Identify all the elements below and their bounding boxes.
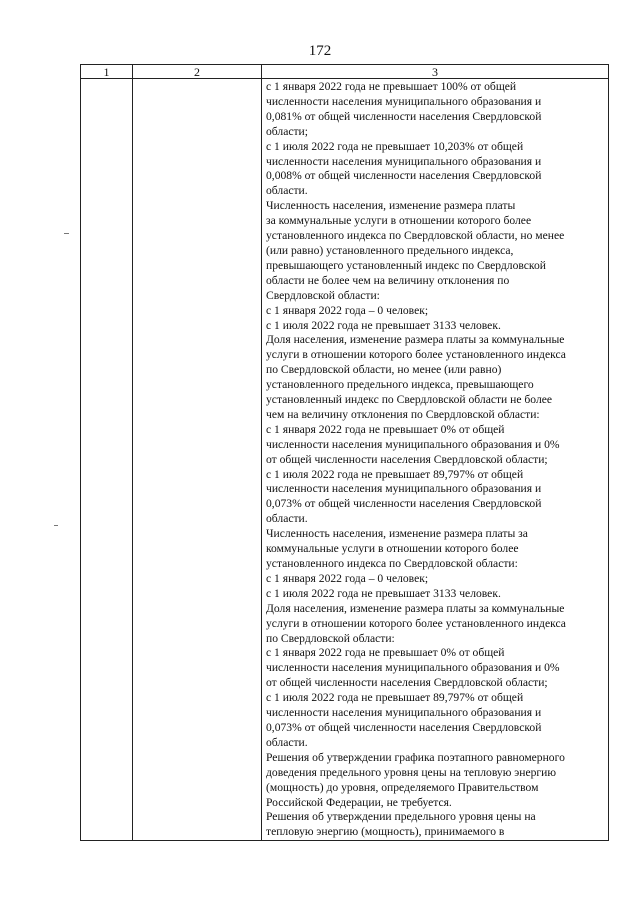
text-line: численности населения муниципального образования и bbox=[266, 94, 542, 108]
header-col-3: 3 bbox=[262, 65, 609, 79]
cell-col-2 bbox=[133, 79, 262, 841]
header-col-1: 1 bbox=[81, 65, 133, 79]
text-line: численности населения муниципального образования и bbox=[266, 154, 542, 168]
text-line: с 1 января 2022 года – 0 человек; bbox=[266, 303, 429, 317]
text-line: по Свердловской области, но менее (или равно) bbox=[266, 363, 502, 377]
text-line: численности населения муниципального образования и bbox=[266, 482, 542, 496]
text-line: установленного индекса по Свердловской области, но менее bbox=[266, 229, 565, 243]
text-line: области. bbox=[266, 512, 308, 526]
text-line: чем на величину отклонения по Свердловской области: bbox=[266, 407, 540, 421]
text-line: с 1 июля 2022 года не превышает 10,203% от общей bbox=[266, 139, 524, 153]
header-col-2: 2 bbox=[133, 65, 262, 79]
text-line: с 1 января 2022 года не превышает 0% от общей bbox=[266, 422, 505, 436]
cell-col-1 bbox=[81, 79, 133, 841]
cell-col-3 bbox=[262, 79, 609, 841]
text-line: (мощность) до уровня, определяемого Правительством bbox=[266, 780, 539, 794]
text-line: численности населения муниципального образования и 0% bbox=[266, 437, 560, 451]
header-row bbox=[81, 65, 609, 79]
document-table bbox=[80, 64, 609, 841]
text-line: превышающего установленный индекс по Свердловской bbox=[266, 258, 546, 272]
text-line: от общей численности населения Свердловской области; bbox=[266, 676, 548, 690]
text-line: с 1 января 2022 года не превышает 100% от общей bbox=[266, 80, 517, 93]
text-line: коммунальные услуги в отношении которого более bbox=[266, 542, 519, 556]
text-line: с 1 января 2022 года не превышает 0% от общей bbox=[266, 646, 505, 660]
text-line: по Свердловской области: bbox=[266, 631, 395, 645]
text-line: услуги в отношении которого более установленного индекса bbox=[266, 616, 566, 630]
text-line: от общей численности населения Свердловской области; bbox=[266, 452, 548, 466]
text-line: Решения об утверждении предельного уровня цены на bbox=[266, 810, 536, 824]
text-line: с 1 июля 2022 года не превышает 3133 человек. bbox=[266, 586, 501, 600]
text-line: 0,008% от общей численности населения Свердловской bbox=[266, 169, 542, 183]
text-line: Свердловской области: bbox=[266, 288, 380, 302]
text-line: установленного индекса по Свердловской области: bbox=[266, 557, 518, 570]
text-line: Численность населения, изменение размера платы за bbox=[266, 527, 528, 541]
text-line: установленного предельного индекса, превышающего bbox=[266, 378, 534, 392]
text-line: доведения предельного уровня цены на тепловую энергию bbox=[266, 765, 557, 779]
text-line: услуги в отношении которого более установленного индекса bbox=[266, 348, 566, 362]
text-line: тепловую энергию (мощность), принимаемого в bbox=[266, 825, 505, 839]
text-line: 0,073% от общей численности населения Свердловской bbox=[266, 497, 542, 511]
text-line: области не более чем на величину отклонения по bbox=[266, 273, 510, 287]
text-line: численности населения муниципального образования и bbox=[266, 706, 542, 720]
text-line: с 1 июля 2022 года не превышает 89,797% от общей bbox=[266, 691, 524, 705]
text-line: за коммунальные услуги в отношении которого более bbox=[266, 214, 532, 228]
text-line: Доля населения, изменение размера платы за коммунальные bbox=[266, 601, 565, 615]
text-line: области; bbox=[266, 124, 308, 138]
text-line: установленный индекс по Свердловской области не более bbox=[266, 393, 553, 407]
text-line: 0,081% от общей численности населения Свердловской bbox=[266, 109, 542, 123]
text-line: с 1 июля 2022 года не превышает 3133 человек. bbox=[266, 318, 501, 332]
text-line: Доля населения, изменение размера платы за коммунальные bbox=[266, 333, 565, 347]
margin-mark-top bbox=[64, 233, 69, 234]
text-line: Решения об утверждении графика поэтапного равномерного bbox=[266, 750, 565, 764]
text-line: Российской Федерации, не требуется. bbox=[266, 795, 452, 809]
text-line: (или равно) установленного предельного индекса, bbox=[266, 243, 514, 257]
text-line: 0,073% от общей численности населения Свердловской bbox=[266, 720, 542, 734]
page-number: 172 bbox=[308, 43, 332, 59]
text-line: области. bbox=[266, 184, 308, 198]
text-line: с 1 июля 2022 года не превышает 89,797% от общей bbox=[266, 467, 524, 481]
table-row bbox=[81, 79, 609, 841]
margin-mark-bottom bbox=[54, 525, 58, 526]
text-line: с 1 января 2022 года – 0 человек; bbox=[266, 571, 429, 585]
text-line: Численность населения, изменение размера платы bbox=[266, 199, 516, 213]
text-line: численности населения муниципального образования и 0% bbox=[266, 661, 560, 675]
text-line: области. bbox=[266, 735, 308, 749]
